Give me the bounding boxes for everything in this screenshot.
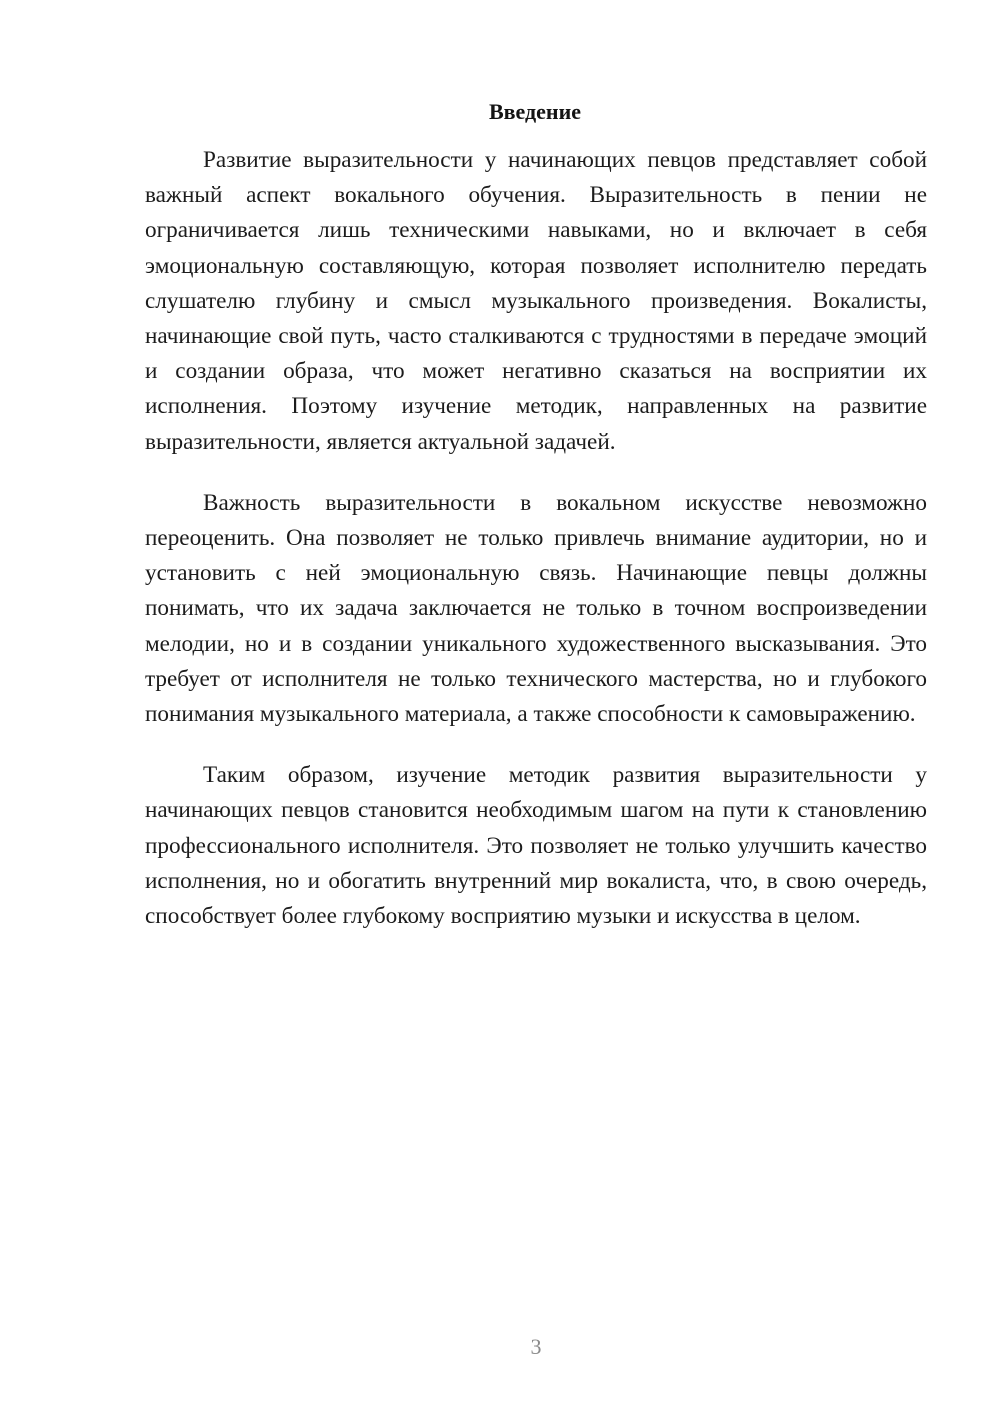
section-heading: Введение	[488, 99, 582, 124]
body-text	[145, 143, 927, 960]
page-number: 3	[530, 1334, 542, 1359]
paragraph-3: Таким образом, изучение методик развития выразительности у начинающих певцов становится необходимым шагом на пути к становлению профессионального исполнителя. Это позволяет не только улучшить качество исполнения, но и обогатить внутренний мир вокалиста, что, в свою очередь, способствует более глубокому восприятию музыки и искусства в целом.	[145, 762, 927, 930]
paragraph-1: Развитие выразительности у начинающих певцов представляет собой важный аспект вокального обучения. Выразительность в пении не ограничивается лишь техническими навыками, но и включает в себя эмоциональную составляющую, которая позволяет исполнителю передать слушателю глубину и смысл музыкального произведения. Вокалисты, начинающие свой путь, часто сталкиваются с трудностями в передаче эмоций и создании образа, что может негативно сказаться на восприятии их исполнения. Поэтому изучение методик, направленных на развитие выразительности, является актуальной задачей.	[145, 147, 927, 455]
paragraph-2: Важность выразительности в вокальном искусстве невозможно переоценить. Она позволяет не только привлечь внимание аудитории, но и установить с ней эмоциональную связь. Начинающие певцы должны понимать, что их задача заключается не только в точном воспроизведении мелодии, но и в создании уникального художественного высказывания. Это требует от исполнителя не только технического мастерства, но и глубокого понимания музыкального материала, а также способности к самовыражению.	[145, 489, 927, 728]
